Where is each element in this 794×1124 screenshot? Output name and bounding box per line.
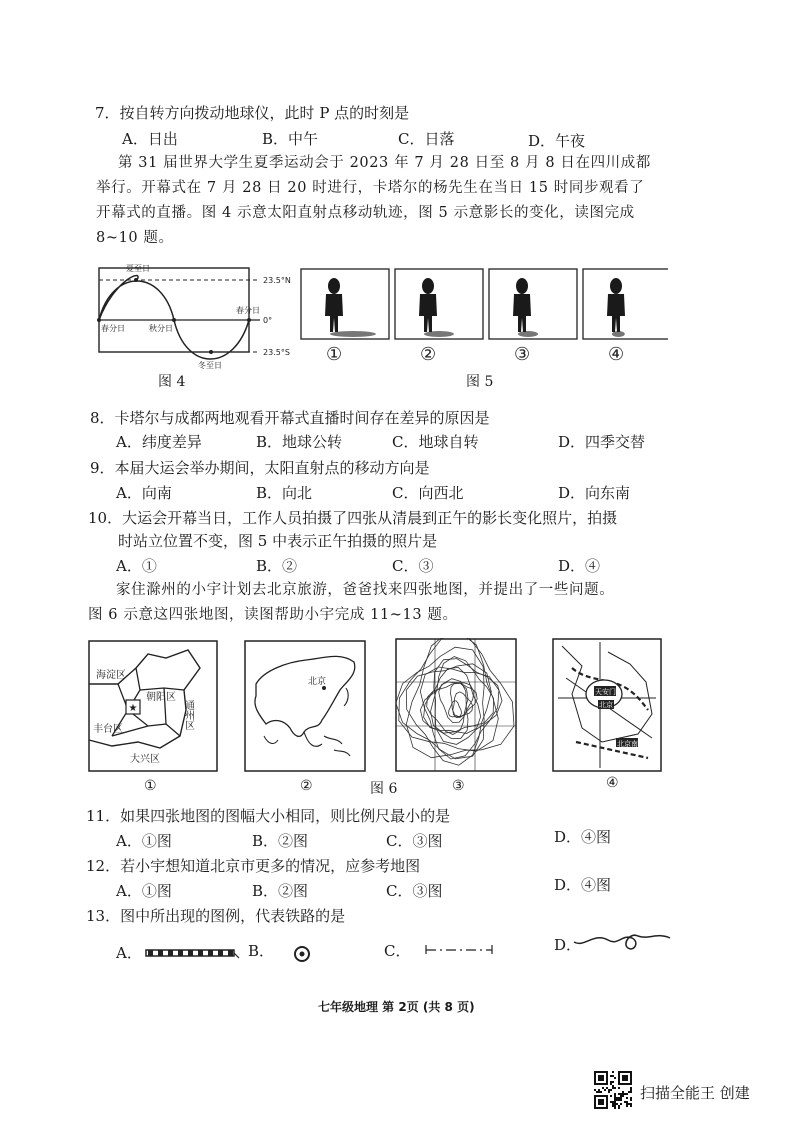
passage1-line4: 8~10 题。 bbox=[96, 230, 174, 246]
q9-option-a: A．向南 bbox=[116, 484, 172, 502]
passage2-line2: 图 6 示意这四张地图，读图帮助小宇完成 11~13 题。 bbox=[88, 607, 458, 623]
fig4-point-spring bbox=[97, 318, 101, 322]
fig6-map4-railway bbox=[552, 638, 662, 772]
fig6-label-1: ① bbox=[144, 778, 157, 794]
fig5-label-3: ③ bbox=[514, 344, 531, 365]
q11-option-b: B．②图 bbox=[252, 832, 309, 850]
q13-capital-symbol bbox=[292, 944, 312, 964]
figure-4-sun-trajectory bbox=[92, 260, 304, 372]
q9-option-b: B．向北 bbox=[256, 484, 313, 502]
fig4-label-autumn: 秋分日 bbox=[149, 324, 173, 333]
q8-option-b: B．地球公转 bbox=[256, 433, 343, 451]
fig4-point-summer bbox=[134, 278, 138, 282]
q7-option-a: A．日出 bbox=[122, 130, 178, 148]
q13-river-symbol bbox=[572, 926, 672, 956]
q11-option-c: C．③图 bbox=[386, 832, 443, 850]
fig6-map1-districts bbox=[88, 640, 218, 772]
fig6-map4-label-beijing: 北京 bbox=[599, 701, 613, 709]
q10-option-a: A．① bbox=[116, 557, 157, 575]
q12-option-d: D．④图 bbox=[554, 876, 612, 894]
fig6-label-4: ④ bbox=[606, 775, 619, 791]
watermark-text: 扫描全能王 创建 bbox=[640, 1084, 750, 1102]
fig4-lat-0: 0° bbox=[263, 316, 273, 325]
fig4-label-winter: 冬至日 bbox=[198, 361, 222, 370]
q10-option-b: B．② bbox=[256, 557, 298, 575]
fig4-label-spring: 春分日 bbox=[101, 324, 125, 333]
q7-stem: 7．按自转方向拨动地球仪，此时 P 点的时刻是 bbox=[95, 104, 410, 122]
fig5-photo-2 bbox=[395, 269, 483, 365]
q10-option-d: D．④ bbox=[558, 557, 601, 575]
fig6-map2-label-beijing: 北京 bbox=[308, 677, 327, 687]
fig6-map1-district-chaoyang: 朝阳区 bbox=[146, 692, 176, 703]
page-footer: 七年级地理 第 2页 (共 8 页) bbox=[318, 1000, 475, 1014]
fig5-label-4: ④ bbox=[608, 344, 625, 365]
q12-option-b: B．②图 bbox=[252, 882, 309, 900]
q13-boundary-symbol bbox=[424, 940, 494, 956]
fig5-label-1: ① bbox=[326, 344, 343, 365]
fig6-label-3: ③ bbox=[452, 778, 465, 794]
passage1-line3: 开幕式的直播。图 4 示意太阳直射点移动轨迹，图 5 示意影长的变化，读图完成 bbox=[96, 205, 635, 221]
fig6-label-2: ② bbox=[300, 778, 313, 794]
fig5-photo-3 bbox=[489, 269, 577, 365]
fig4-caption: 图 4 bbox=[158, 374, 186, 390]
q13-option-d: D． bbox=[554, 936, 582, 954]
fig4-frame bbox=[99, 268, 249, 352]
q12-stem: 12．若小宇想知道北京市更多的情况，应参考地图 bbox=[86, 857, 421, 875]
q11-option-d: D．④图 bbox=[554, 828, 612, 846]
q13-option-a: A． bbox=[116, 944, 142, 962]
q11-option-a: A．①图 bbox=[116, 832, 172, 850]
q13-stem: 13．图中所出现的图例，代表铁路的是 bbox=[86, 907, 346, 925]
fig6-map1-district-fengtai: 丰台区 bbox=[93, 724, 123, 735]
q9-stem: 9．本届大运会举办期间，太阳直射点的移动方向是 bbox=[90, 459, 430, 477]
fig4-point-autumn bbox=[172, 318, 176, 322]
fig4-point-winter bbox=[209, 350, 213, 354]
q13-railway-symbol bbox=[145, 946, 241, 960]
q10-option-c: C．③ bbox=[392, 557, 434, 575]
fig5-caption: 图 5 bbox=[466, 374, 494, 390]
q9-option-c: C．向西北 bbox=[392, 484, 464, 502]
passage1-line1: 第 31 届世界大学生夏季运动会于 2023 年 7 月 28 日至 8 月 8 日在四川成都 bbox=[118, 155, 651, 171]
svg-text:★: ★ bbox=[128, 703, 138, 714]
q8-option-d: D．四季交替 bbox=[558, 433, 646, 451]
fig5-panels bbox=[300, 268, 668, 370]
q8-option-a: A．纬度差异 bbox=[116, 433, 202, 451]
fig4-point-spring2 bbox=[247, 318, 251, 322]
fig6-map2-asia bbox=[244, 640, 366, 772]
fig6-map1-district-tongzhou: 通州区 bbox=[182, 700, 194, 730]
q12-option-c: C．③图 bbox=[386, 882, 443, 900]
fig4-label-spring2: 春分日 bbox=[236, 306, 260, 315]
fig4-sine-curve bbox=[99, 276, 249, 359]
q7-option-d: D．午夜 bbox=[528, 132, 586, 150]
passage2-line1: 家住滁州的小宇计划去北京旅游，爸爸找来四张地图，并提出了一些问题。 bbox=[116, 582, 615, 598]
q13-option-c: C． bbox=[384, 942, 411, 960]
fig5-photo-1 bbox=[301, 269, 389, 365]
q10-stem-line2: 时站立位置不变，图 5 中表示正午拍摄的照片是 bbox=[118, 532, 438, 550]
q8-option-c: C．地球自转 bbox=[392, 433, 479, 451]
q7-option-b: B．中午 bbox=[262, 130, 319, 148]
fig4-lat-n: 23.5°N bbox=[263, 276, 291, 285]
fig6-map4-label-beijingnan: 北京南 bbox=[617, 740, 638, 748]
fig6-map4-label-tiananmen: 天安门 bbox=[595, 688, 616, 696]
q13-option-b: B． bbox=[248, 942, 275, 960]
q7-option-c: C．日落 bbox=[398, 130, 455, 148]
q11-stem: 11．如果四张地图的图幅大小相同，则比例尺最小的是 bbox=[86, 807, 451, 825]
fig6-map1-district-daxing: 大兴区 bbox=[130, 754, 160, 765]
passage1-line2: 举行。开幕式在 7 月 28 日 20 时进行，卡塔尔的杨先生在当日 15 时同步观看了 bbox=[96, 180, 645, 196]
fig6-map1-district-haidian: 海淀区 bbox=[96, 670, 126, 681]
q10-stem-line1: 10．大运会开幕当日，工作人员拍摄了四张从清晨到正午的影长变化照片，拍摄 bbox=[88, 509, 618, 527]
fig5-photo-4 bbox=[583, 269, 668, 365]
fig5-label-2: ② bbox=[420, 344, 437, 365]
q12-option-a: A．①图 bbox=[116, 882, 172, 900]
fig6-caption: 图 6 bbox=[370, 781, 398, 797]
q8-stem: 8．卡塔尔与成都两地观看开幕式直播时间存在差异的原因是 bbox=[90, 409, 490, 427]
fig5-shadow-2 bbox=[424, 331, 454, 337]
qr-code-icon bbox=[594, 1071, 632, 1109]
fig4-lat-s: 23.5°S bbox=[263, 348, 290, 357]
q9-option-d: D．向东南 bbox=[558, 484, 631, 502]
fig4-label-summer: 夏至日 bbox=[126, 264, 150, 273]
fig6-map3-topographic bbox=[395, 638, 517, 772]
figure-5-photos bbox=[300, 268, 668, 365]
